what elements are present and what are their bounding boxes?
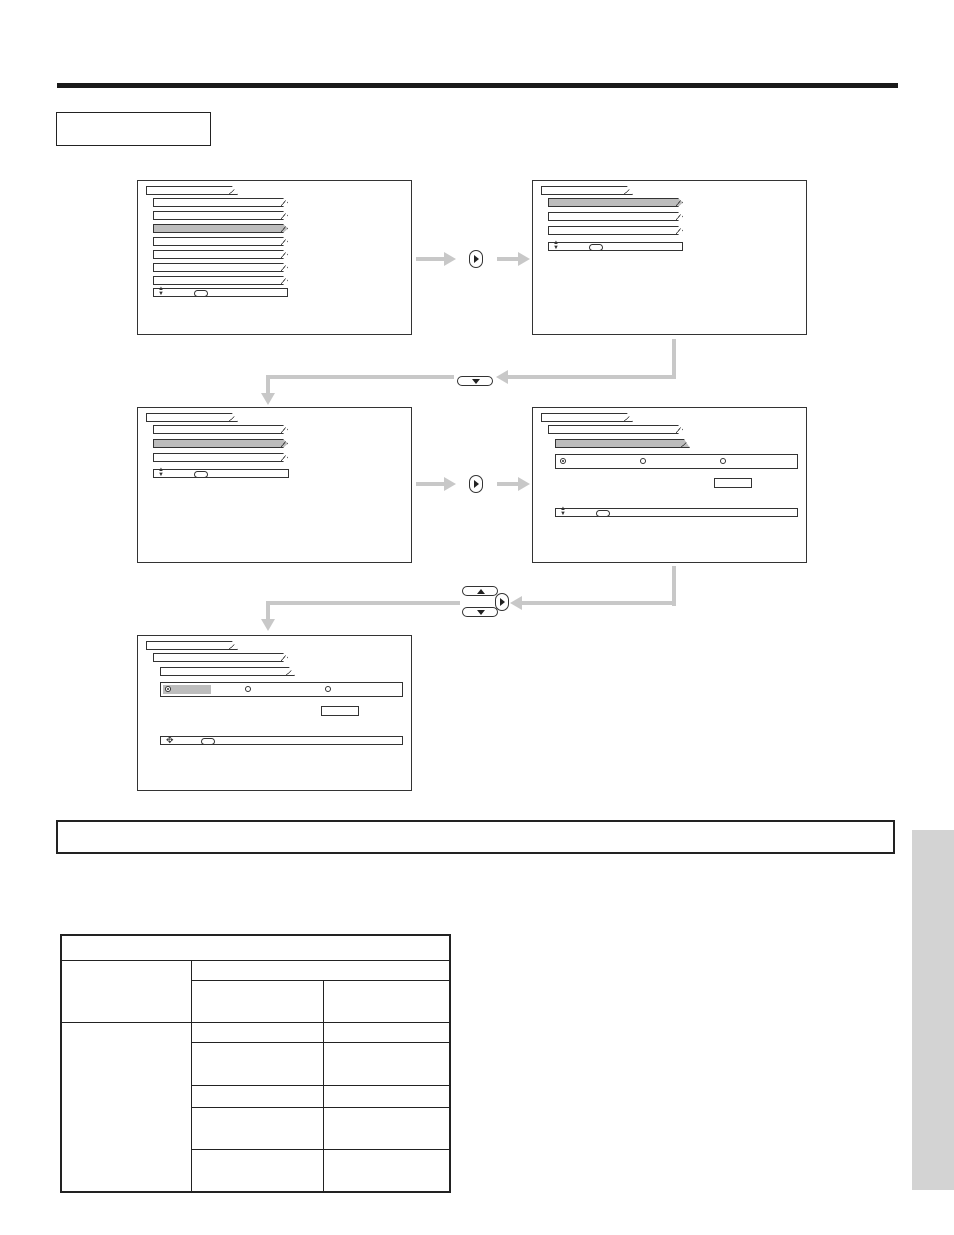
- option-button[interactable]: [714, 478, 752, 488]
- connector-line: [266, 375, 454, 379]
- select-button-icon: [589, 244, 603, 251]
- menu-item-4[interactable]: [153, 237, 288, 246]
- radio-selected-icon[interactable]: [560, 458, 566, 464]
- arrow-line: [416, 482, 446, 486]
- top-rule: [57, 83, 898, 88]
- radio-icon[interactable]: [325, 686, 331, 692]
- connector-line: [672, 339, 676, 379]
- up-down-icon: ▲ ▼: [158, 286, 164, 297]
- table-cell: [324, 981, 451, 1023]
- table-cell: [61, 961, 192, 1023]
- radio-icon[interactable]: [245, 686, 251, 692]
- nav-hint-bar: [160, 736, 403, 745]
- menu-item-7[interactable]: [153, 276, 288, 285]
- menu-item-1[interactable]: [153, 425, 288, 434]
- option-row: [160, 682, 403, 697]
- select-button-icon: [596, 510, 610, 517]
- nav-hint-bar: [555, 508, 798, 517]
- connector-line: [508, 375, 676, 379]
- menu-screen-1: [137, 180, 412, 335]
- arrow-line: [416, 257, 446, 261]
- table-cell: [192, 981, 324, 1023]
- side-tab: [912, 830, 954, 1190]
- menu-item-6[interactable]: [153, 263, 288, 272]
- spec-table: [60, 934, 451, 1192]
- table-cell: [324, 1149, 451, 1191]
- menu-item-1[interactable]: [153, 198, 288, 207]
- arrow-head-right: [444, 477, 456, 491]
- up-down-icon: ▲ ▼: [560, 506, 566, 517]
- table-row-group: [61, 1023, 192, 1192]
- option-button[interactable]: [321, 706, 359, 716]
- select-button-icon: [194, 471, 208, 478]
- arrow-head-right: [444, 252, 456, 266]
- table-header: [61, 935, 451, 961]
- right-button-icon[interactable]: [495, 593, 509, 611]
- select-button-icon: [201, 738, 215, 745]
- select-button-icon: [194, 290, 208, 297]
- arrow-head-left: [510, 596, 522, 610]
- right-button-icon[interactable]: [469, 250, 483, 268]
- menu-title-tab: [146, 413, 238, 422]
- menu-title-tab: [541, 186, 633, 195]
- arrow-head-right: [518, 477, 530, 491]
- submenu-item[interactable]: [548, 425, 683, 434]
- menu-item-3-selected[interactable]: [153, 224, 288, 233]
- menu-screen-2: [532, 180, 807, 335]
- radio-icon[interactable]: [640, 458, 646, 464]
- radio-selected-icon[interactable]: [165, 686, 171, 692]
- menu-item-5[interactable]: [153, 250, 288, 259]
- down-button-icon[interactable]: [462, 607, 498, 617]
- down-button-icon[interactable]: [457, 376, 493, 386]
- submenu-item[interactable]: [153, 653, 288, 662]
- connector-line: [672, 566, 676, 606]
- arrow-head-down: [261, 619, 275, 631]
- table-cell: [192, 1149, 324, 1191]
- menu-title-tab: [146, 641, 238, 650]
- radio-icon[interactable]: [720, 458, 726, 464]
- arrow-line: [497, 482, 519, 486]
- submenu-title-tab-selected: [555, 439, 690, 448]
- table-cell: [324, 1085, 451, 1107]
- table-cell: [192, 1107, 324, 1149]
- menu-item-1-selected[interactable]: [548, 198, 683, 207]
- arrow-head-left: [496, 370, 508, 384]
- menu-screen-4: [532, 407, 807, 563]
- up-down-icon: ▲ ▼: [553, 240, 559, 251]
- nav-hint-bar: [153, 288, 288, 297]
- menu-item-2-selected[interactable]: [153, 439, 288, 448]
- arrow-head-down: [261, 393, 275, 405]
- table-cell: [324, 1107, 451, 1149]
- section-heading-box: [56, 820, 895, 854]
- table-cell: [324, 1043, 451, 1085]
- table-cell: [192, 961, 451, 981]
- menu-title-tab: [146, 186, 238, 195]
- menu-screen-3: [137, 407, 412, 563]
- submenu-title-tab: [160, 667, 295, 676]
- connector-line: [266, 601, 270, 621]
- up-button-icon[interactable]: [462, 586, 498, 596]
- table-cell: [192, 1023, 324, 1043]
- menu-item-2[interactable]: [548, 212, 683, 221]
- connector-line: [266, 601, 460, 605]
- nav-hint-bar: [548, 242, 683, 251]
- arrow-head-right: [518, 252, 530, 266]
- arrow-line: [497, 257, 519, 261]
- nav-hint-bar: [153, 469, 289, 478]
- menu-screen-5: [137, 635, 412, 791]
- option-row: [555, 454, 798, 469]
- table-cell: [192, 1043, 324, 1085]
- menu-item-3[interactable]: [548, 226, 683, 235]
- table-cell: [324, 1023, 451, 1043]
- four-way-icon: ✥: [166, 735, 174, 745]
- table-cell: [192, 1085, 324, 1107]
- connector-line: [522, 601, 676, 605]
- menu-item-3[interactable]: [153, 453, 288, 462]
- up-down-icon: ▲ ▼: [158, 467, 164, 478]
- menu-title-tab: [541, 413, 633, 422]
- right-button-icon[interactable]: [469, 475, 483, 493]
- header-box: [56, 112, 211, 146]
- menu-item-2[interactable]: [153, 211, 288, 220]
- connector-line: [266, 375, 270, 395]
